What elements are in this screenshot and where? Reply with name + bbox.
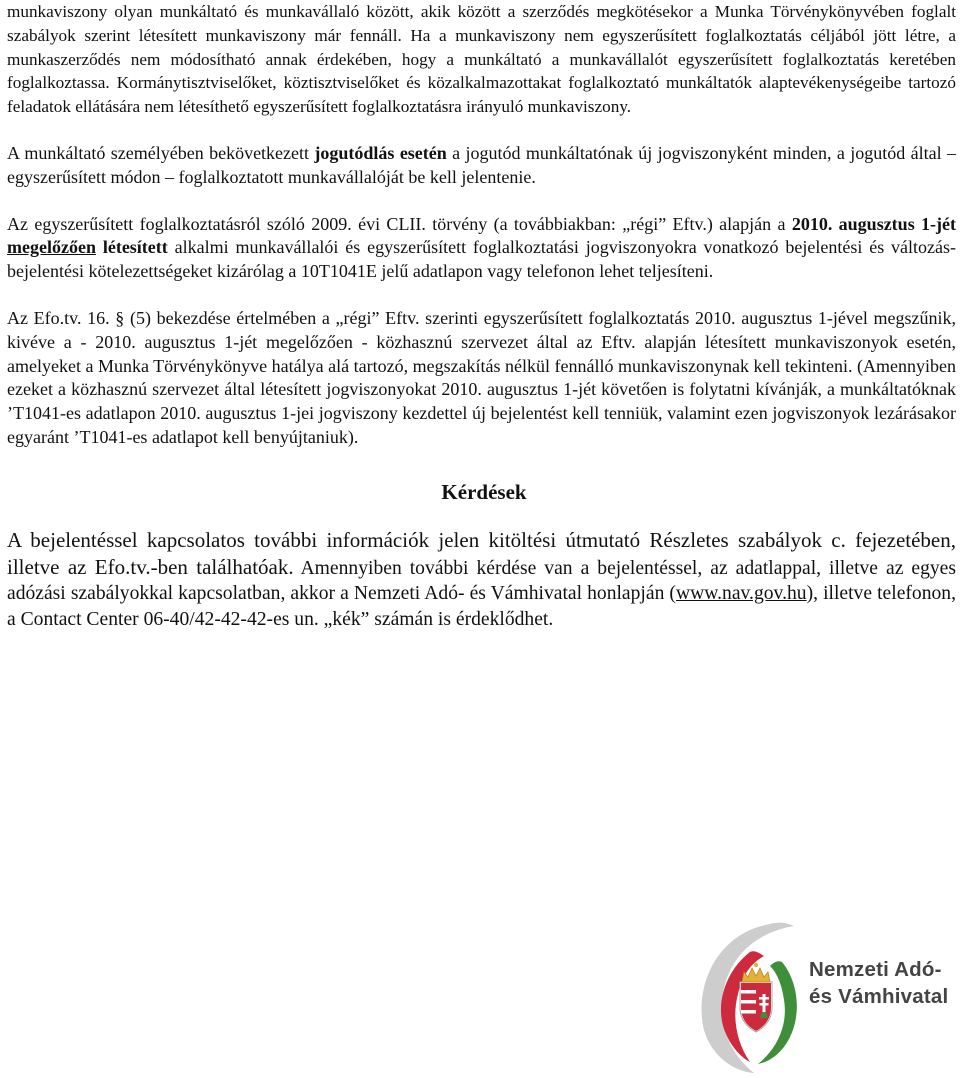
paragraph-employment-relation [7, 0, 956, 119]
nav-logo-text [809, 956, 948, 1010]
paragraph-old-eftv [7, 213, 956, 284]
nav-website-link[interactable]: www.nav.gov.hu [675, 583, 807, 605]
paragraph-text: Az egyszerűsített foglalkoztatásról szóló 2009. évi CLII. törvény (a továbbiakban: „régi” Eftv.) alapján a [7, 213, 792, 234]
logo-line: és Vámhivatal [809, 985, 949, 1008]
bold-underlined-text: megelőzően [7, 237, 96, 258]
paragraph-questions [7, 528, 956, 633]
paragraph-text: Kormánytisztviselőket, köztisztviselőket és közalkalmazottakat foglalkoztató munkáltatók alaptevékenységeibe tartozó feladatok ellátására nem létesíthető egyszerűsített foglalkoztatásra irányuló munkaviszony. [7, 73, 956, 117]
document-body [7, 0, 956, 633]
paragraph-efo-tv: Az Efo.tv. 16. § (5) bekezdése értelmében a „régi” Eftv. szerinti egyszerűsített foglalkoztatás 2010. augusztus 1-jével megszűnik, kivéve a - 2010. augusztus 1-jét megelőzően - közhasznú szervezet által az Eftv. alapján létesített munkaviszonyok esetén, amelyeket a Munka Törvénykönyve hatálya alá tartozó, megszakítás nélkül fennálló munkaviszonynak kell tekinteni. (Amennyiben ezeket a közhasznú szervezet által létesített jogviszonyokat 2010. augusztus 1-jét követően is folytatni kívánják, a munkáltatóknak ’T1041-es adatlapon 2010. augusztus 1-jei jogviszony kezdettel új bejelentést kell tenniük, valamint ezen jogviszonyok lezárásakor egyaránt ’T1041-es adatlapot kell benyújtaniuk). [7, 307, 956, 447]
section-heading: Kérdések [441, 479, 527, 504]
logo-line: Nemzeti Adó- [809, 958, 942, 981]
bold-text: létesített [102, 237, 168, 258]
paragraph-lead: A bejelentéssel kapcsolatos további információk jelen kitöltési útmutató Részletes szabályok c. fejezetében, illetve az Efo.tv.-ben találhatóak. [7, 527, 956, 579]
paragraph-text: munkaviszony olyan munkáltató és munkavállaló között, akik között a szerződés megkötésekor a Munka Törvénykönyvében foglalt szabályok szerint létesített munkaviszony már fennáll. Ha a munkaviszony nem egyszerűsített foglalkoztatás céljából jött létre, a munkaszerződés nem módosítható annak érdekében, hogy a munkáltató a munkavállalót egyszerűsített foglalkoztatás keretében foglalkoztassa. [7, 2, 956, 93]
bold-text: jogutódlás esetén [314, 142, 447, 163]
paragraph-text: Amennyiben további kérdése van a bejelentéssel, az adatlappal, illetve az egyes adózási szabályokkal kapcsolatban, akkor a Nemzeti Adó- és Vámhivatal honlapján ( [7, 557, 956, 605]
paragraph-text: A munkáltató személyében bekövetkezett [7, 142, 315, 163]
paragraph-succession [7, 142, 956, 190]
paragraph-text: a jogutód munkáltatónak új jogviszonyként minden, a jogutód által – egyszerűsített módon – foglalkoztatott munkavállalóját be kell jelentenie. [7, 142, 957, 187]
paragraph-text: ), illetve telefonon, a Contact Center 06-40/42-42-42-es un. „kék” számán is érdeklődhet. [7, 583, 957, 631]
bold-text: 2010. augusztus 1-jét [791, 213, 957, 234]
space [96, 237, 103, 257]
paragraph-text: alkalmi munkavállalói és egyszerűsített foglalkoztatási jogviszonyokra vonatkozó bejelentési és változás-bejelentési kötelezettségeket kizárólag a 10T1041E jelű adatlapon vagy telefonon lehet teljesíteni. [7, 237, 957, 282]
